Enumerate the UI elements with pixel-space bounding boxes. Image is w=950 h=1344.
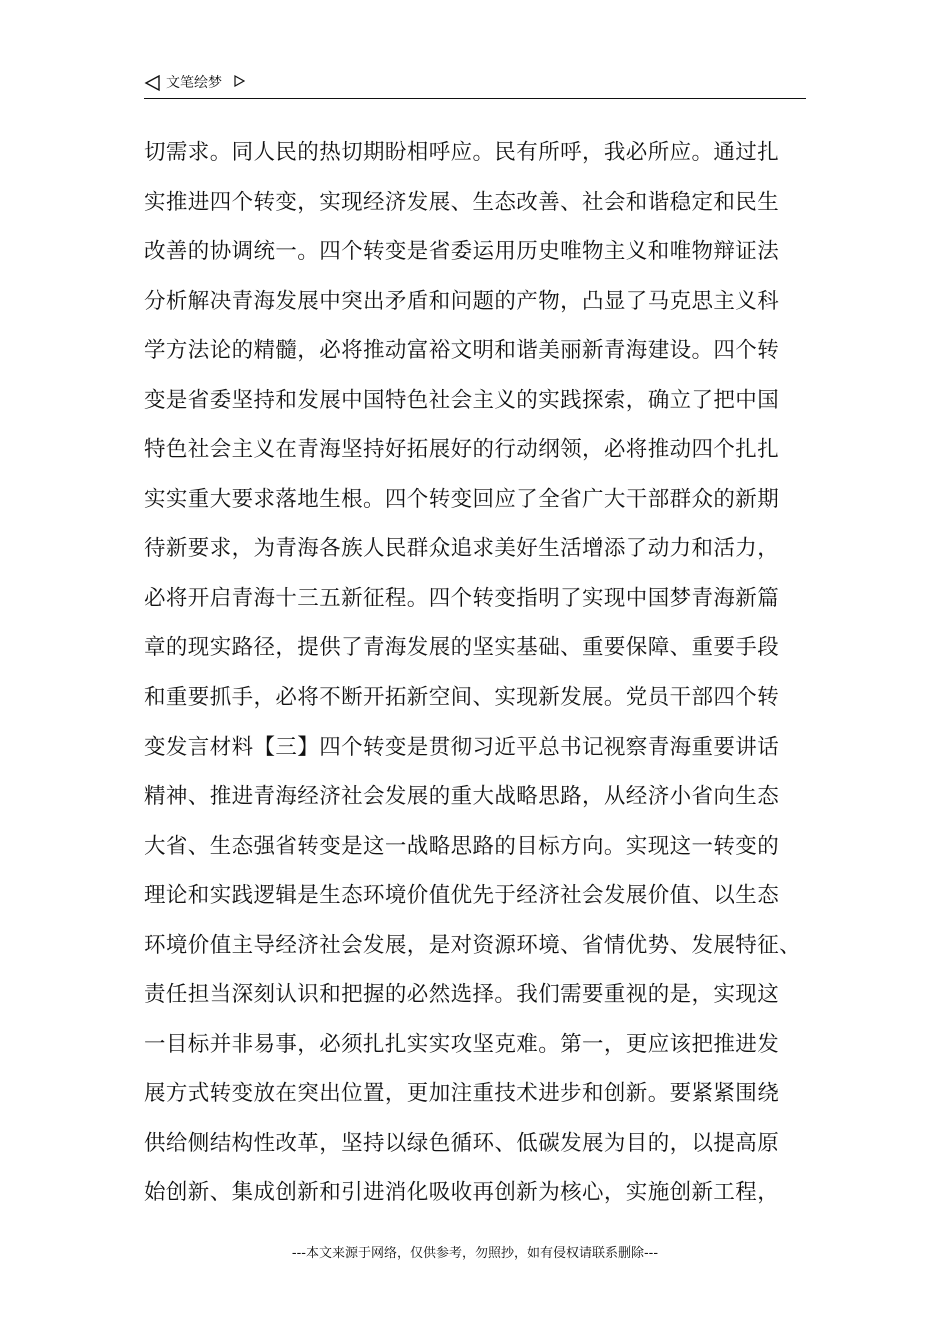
text-line: 精神、推进青海经济社会发展的重大战略思路，从经济小省向生态 xyxy=(144,784,780,810)
text-line: 待新要求，为青海各族人民群众追求美好生活增添了动力和活力， xyxy=(144,536,780,562)
triangle-left-outline-icon xyxy=(144,74,162,92)
body-text xyxy=(144,128,834,1218)
header-title: 文笔绘梦 xyxy=(166,75,222,91)
text-line: 理论和实践逻辑是生态环境价值优先于经济社会发展价值、以生态 xyxy=(144,883,780,909)
text-line: 展方式转变放在突出位置，更加注重技术进步和创新。要紧紧围绕 xyxy=(144,1081,780,1107)
page-header xyxy=(144,70,806,99)
footer-disclaimer: ---本文来源于网络，仅供参考，勿照抄，如有侵权请联系删除--- xyxy=(291,1246,659,1261)
text-line: 一目标并非易事，必须扎扎实实攻坚克难。第一，更应该把推进发 xyxy=(144,1031,780,1057)
text-line: 供给侧结构性改革，坚持以绿色循环、低碳发展为目的，以提高原 xyxy=(144,1130,780,1156)
text-line: 切需求。同人民的热切期盼相呼应。民有所呼，我必所应。通过扎 xyxy=(144,140,780,165)
text-line: 实实重大要求落地生根。四个转变回应了全省广大干部群众的新期 xyxy=(144,486,780,512)
text-line: 变发言材料【三】四个转变是贯彻习近平总书记视察青海重要讲话 xyxy=(144,734,780,760)
text-line: 分析解决青海发展中突出矛盾和问题的产物，凸显了马克思主义科 xyxy=(144,288,780,314)
text-line: 学方法论的精髓，必将推动富裕文明和谐美丽新青海建设。四个转 xyxy=(144,338,780,364)
text-line: 实推进四个转变，实现经济发展、生态改善、社会和谐稳定和民生 xyxy=(144,189,780,215)
text-line: 大省、生态强省转变是这一战略思路的目标方向。实现这一转变的 xyxy=(144,833,780,859)
text-line: 责任担当深刻认识和把握的必然选择。我们需要重视的是，实现这 xyxy=(144,982,780,1008)
text-line: 章的现实路径，提供了青海发展的坚实基础、重要保障、重要手段 xyxy=(144,635,780,661)
text-line: 和重要抓手，必将不断开拓新空间、实现新发展。党员干部四个转 xyxy=(144,685,780,711)
text-line: 必将开启青海十三五新征程。四个转变指明了实现中国梦青海新篇 xyxy=(144,585,780,611)
triangle-right-outline-icon xyxy=(234,75,245,87)
text-line: 始创新、集成创新和引进消化吸收再创新为核心，实施创新工程， xyxy=(144,1180,780,1206)
text-line: 改善的协调统一。四个转变是省委运用历史唯物主义和唯物辩证法 xyxy=(144,239,780,265)
text-line: 变是省委坚持和发展中国特色社会主义的实践探索，确立了把中国 xyxy=(144,387,780,413)
text-line: 特色社会主义在青海坚持好拓展好的行动纲领，必将推动四个扎扎 xyxy=(144,437,780,463)
text-line: 环境价值主导经济社会发展，是对资源环境、省情优势、发展特征、 xyxy=(144,932,802,958)
